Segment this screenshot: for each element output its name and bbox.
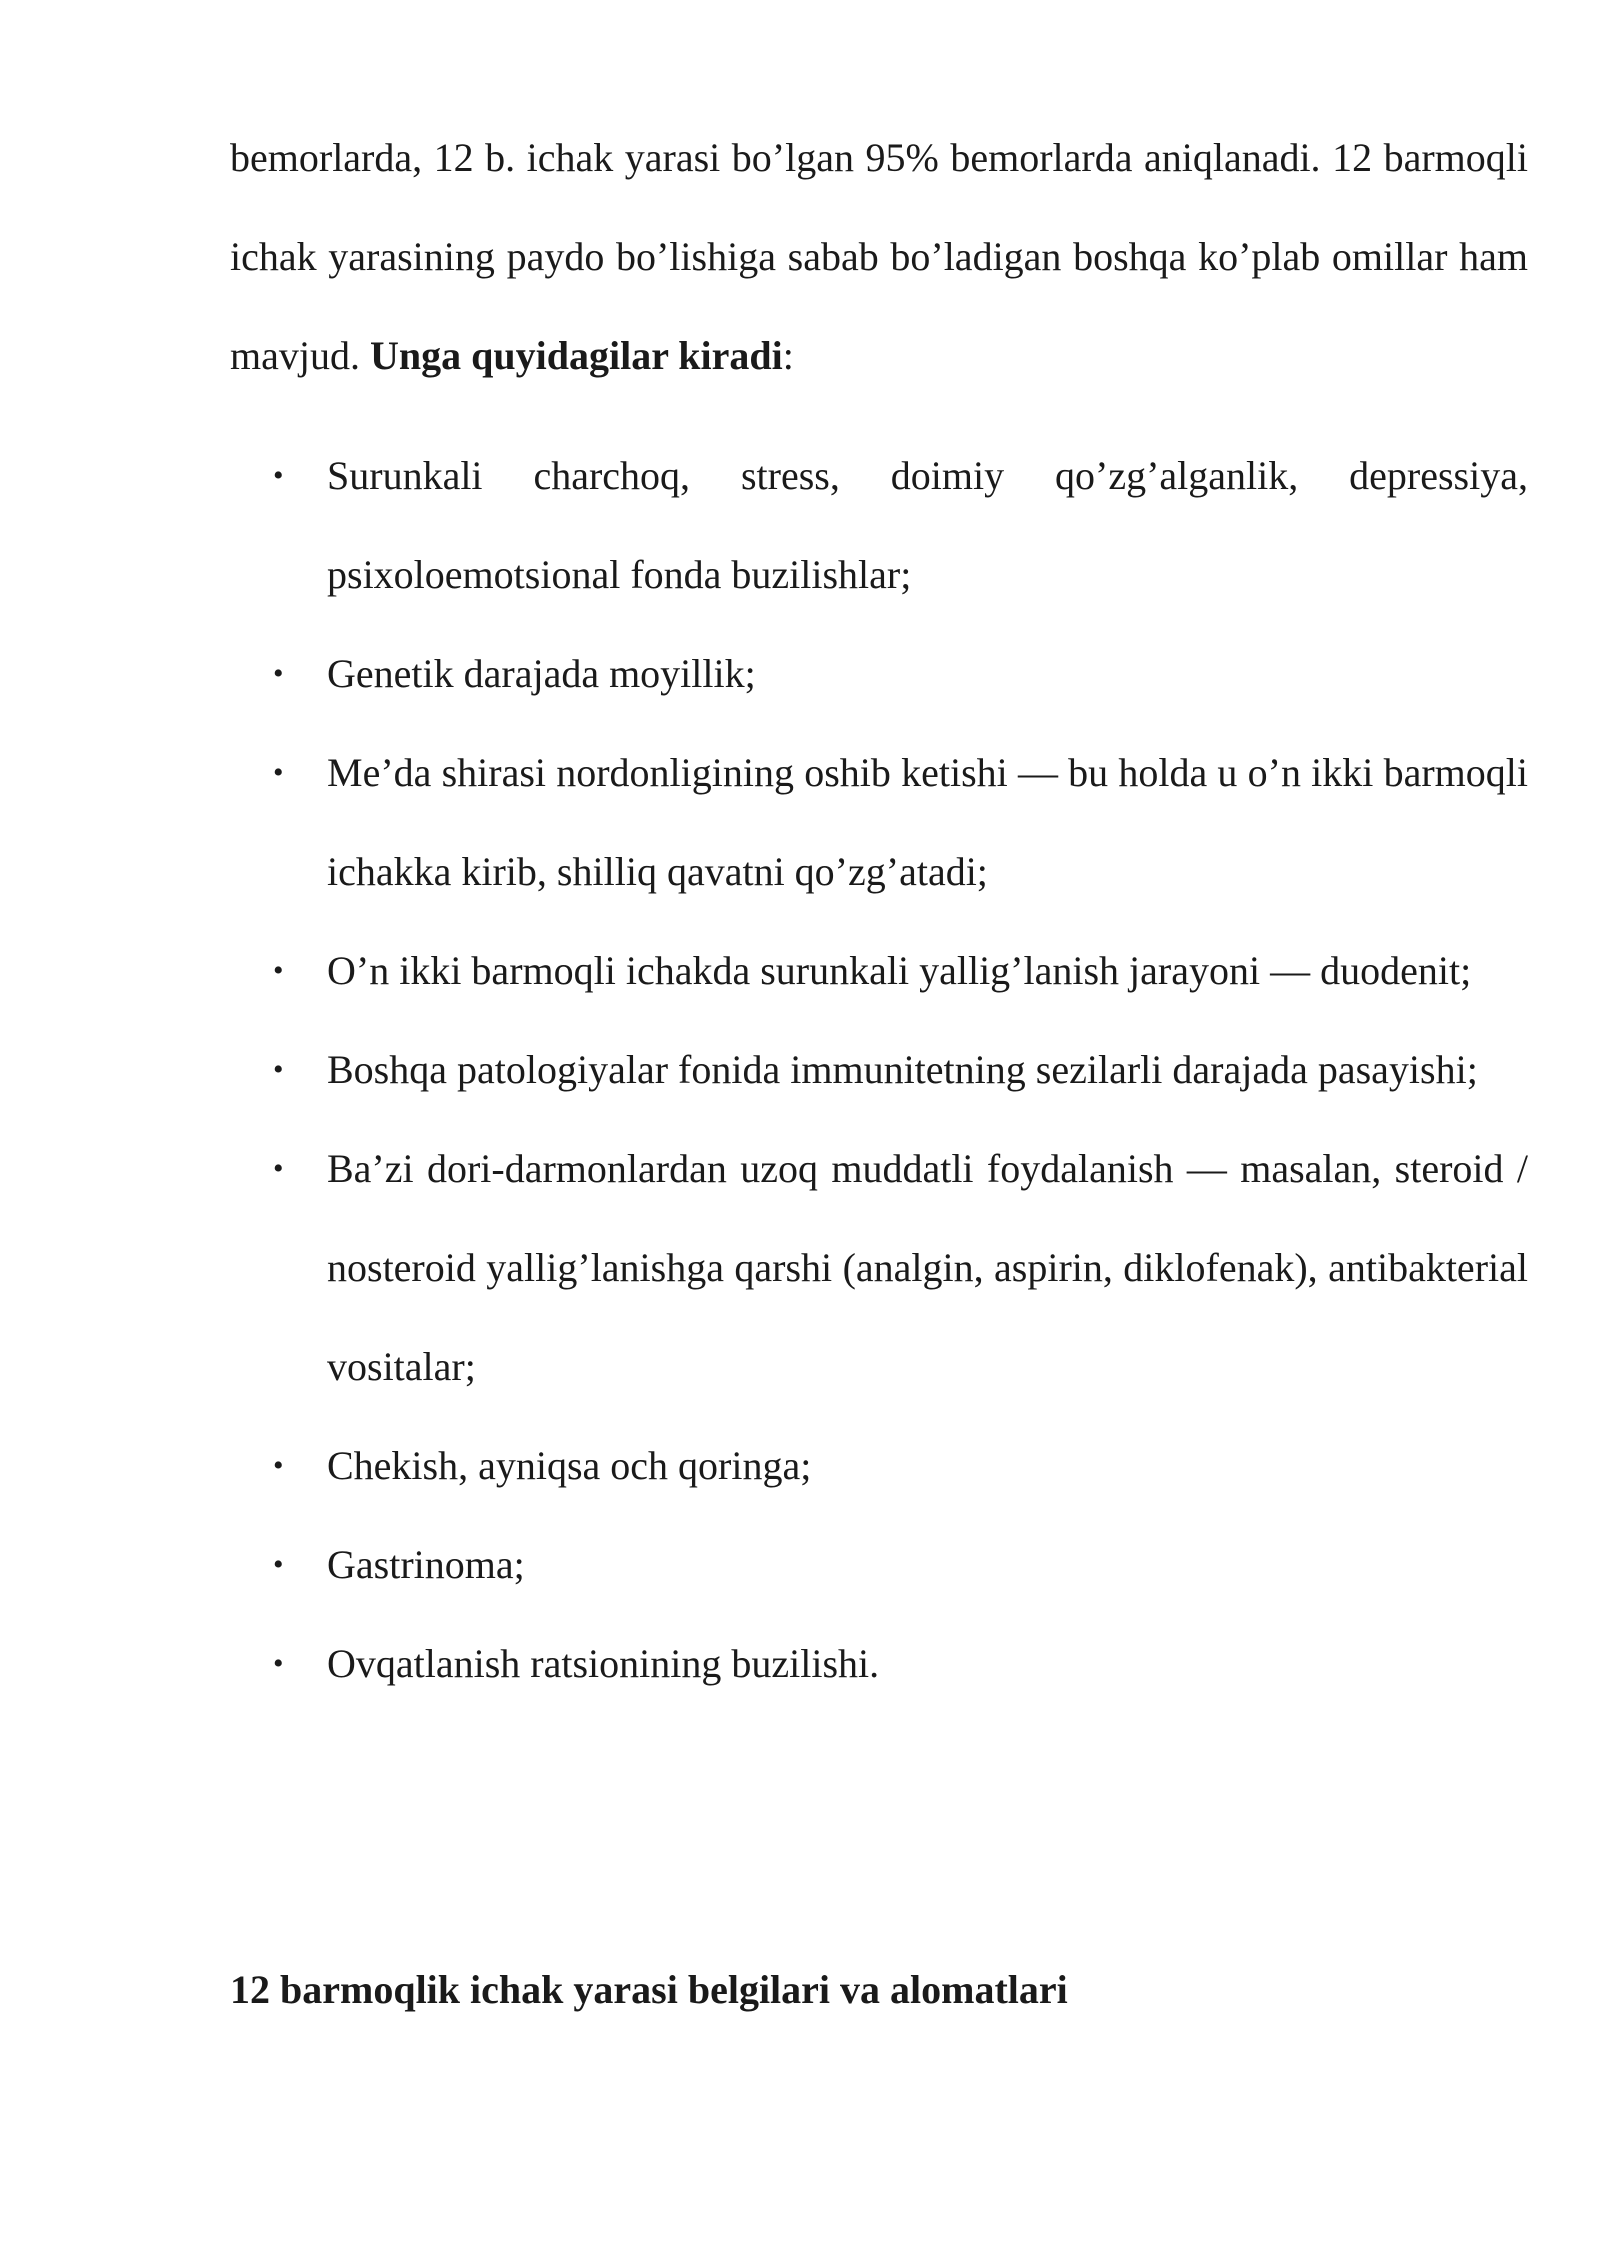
bullet-icon: • — [273, 1152, 284, 1185]
list-item-text: Ovqatlanish ratsionining buzilishi. — [327, 1641, 880, 1686]
list-item — [230, 1020, 1528, 1119]
list-item-text: Ba’zi dori-darmonlardan uzoq muddatli foydalanish — masalan, steroid / nosteroid yallig’lanishga qarshi (analgin, aspirin, diklofenak), antibakterial vositalar; — [327, 1146, 1528, 1389]
bullet-icon: • — [273, 1449, 284, 1482]
list-item — [230, 1119, 1528, 1416]
bullet-icon: • — [273, 1053, 284, 1086]
bullet-icon: • — [273, 657, 284, 690]
list-item — [230, 723, 1528, 921]
factor-list — [230, 426, 1528, 1713]
bullet-icon: • — [273, 459, 284, 492]
list-item — [230, 921, 1528, 1020]
list-item — [230, 1416, 1528, 1515]
list-item-text: Genetik darajada moyillik; — [327, 651, 756, 696]
list-item — [230, 1515, 1528, 1614]
intro-paragraph — [230, 108, 1528, 405]
list-item-text: Surunkali charchoq, stress, doimiy qo’zg’alganlik, depressiya, psixoloemotsional fonda buzilishlar; — [327, 453, 1528, 597]
list-item-text: Me’da shirasi nordonligining oshib ketishi — bu holda u o’n ikki barmoqli ichakka kirib, shilliq qavatni qo’zg’atadi; — [327, 750, 1528, 894]
list-item-text: Chekish, ayniqsa och qoringa; — [327, 1443, 812, 1488]
bullet-icon: • — [273, 954, 284, 987]
intro-text: bemorlarda, 12 b. ichak yarasi bo’lgan 95% bemorlarda aniqlanadi. 12 barmoqli ichak yarasining paydo bo’lishiga sabab bo’ladigan boshqa ko’plab omillar ham mavjud. — [230, 135, 1528, 378]
bullet-icon: • — [273, 1548, 284, 1581]
intro-bold-phrase: Unga quyidagilar kiradi — [369, 333, 783, 378]
list-item — [230, 624, 1528, 723]
section-heading: 12 barmoqlik ichak yarasi belgilari va alomatlari — [230, 1967, 1068, 2012]
bullet-icon: • — [273, 1647, 284, 1680]
list-item-text: Boshqa patologiyalar fonida immunitetning sezilarli darajada pasayishi; — [327, 1047, 1478, 1092]
list-item — [230, 426, 1528, 624]
list-item-text: Gastrinoma; — [327, 1542, 525, 1587]
intro-suffix: : — [782, 333, 794, 378]
list-item-text: O’n ikki barmoqli ichakda surunkali yallig’lanish jarayoni — duodenit; — [327, 948, 1472, 993]
bullet-icon: • — [273, 756, 284, 789]
list-item — [230, 1614, 1528, 1713]
